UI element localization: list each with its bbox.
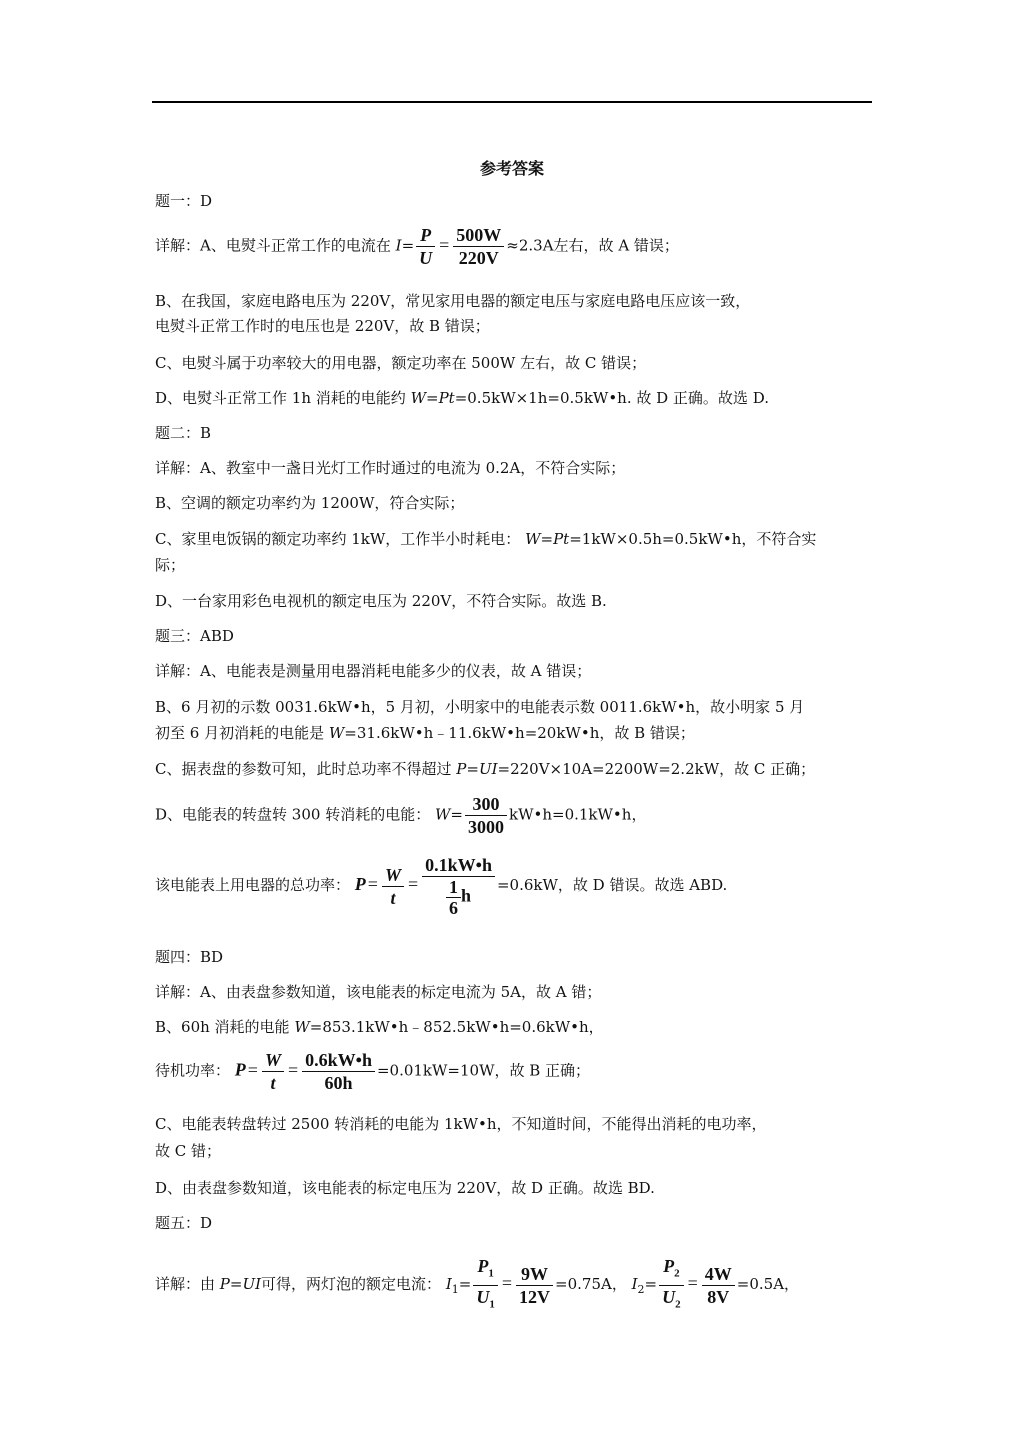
- header-rule: [152, 101, 872, 103]
- q2-line-1: 详解：A、教室中一盏日光灯工作时通过的电流为 0.2A，不符合实际；: [155, 459, 626, 477]
- q4-line-5: 故 C 错；: [155, 1142, 222, 1160]
- q3-line-1: 详解：A、电能表是测量用电器消耗电能多少的仪表，故 A 错误；: [155, 662, 592, 680]
- q4-label: 题四：BD: [155, 948, 224, 966]
- q3-line-2: B、6 月初的示数 0031.6kW•h，5 月初，小明家中的电能表示数 0011.6kW•h，故小明家 5 月: [155, 698, 805, 716]
- q1-line-5: D、电熨斗正常工作 1h 消耗的电能约 W=Pt=0.5kW×1h=0.5kW•h. 故 D 正确。故选 D.: [155, 389, 769, 407]
- q2-line-5: D、一台家用彩色电视机的额定电压为 220V，不符合实际。故选 B.: [155, 592, 607, 610]
- q5-line-1: 详解：由 P=UI可得，两灯泡的额定电流： $I_1=$ $\frac{P_1}{U_1}$ = $\frac{9W}{12V}$ =0.75A， $I_2=$ $\frac{P_2}{U_2}$ = $\frac{4W}{8V}$ =0.5A，: [155, 1256, 799, 1314]
- q3-line-4: C、据表盘的参数可知，此时总功率不得超过 P=UI=220V×10A=2200W=2.2kW，故 C 正确；: [155, 760, 816, 778]
- fraction-p-over-u: $\frac{P}{U}$: [416, 225, 435, 268]
- q4-line-2: B、60h 消耗的电能 W=853.1kW•h﹣852.5kW•h=0.6kW•h，: [155, 1018, 604, 1036]
- q1-line-3: 电熨斗正常工作时的电压也是 220V，故 B 错误；: [155, 317, 490, 335]
- fraction-0.6kwh-60h: $\frac{0.6kW•h}{60h}$: [302, 1050, 375, 1093]
- q1-line-2: B、在我国，家庭电路电压为 220V，常见家用电器的额定电压与家庭电路电压应该一致，: [155, 292, 751, 310]
- fraction-w-over-t-2: $\frac{W}{t}$: [262, 1050, 284, 1093]
- fraction-300-3000: $\frac{300}{3000}$: [465, 794, 507, 837]
- q4-line-3: 待机功率： P = $\frac{W}{t}$ = $\frac{0.6kW•h}{60h}$ =0.01kW=10W，故 B 正确；: [155, 1050, 591, 1093]
- q2-label: 题二：B: [155, 424, 212, 442]
- q3-line-5: D、电能表的转盘转 300 转消耗的电能： W= $\frac{300}{3000}$ kW•h=0.1kW•h，: [155, 794, 647, 837]
- fraction-p2-over-u2: $\frac{P_2}{U_2}$: [659, 1256, 684, 1314]
- q3-line-3: 初至 6 月初消耗的电能是 W=31.6kW•h﹣11.6kW•h=20kW•h，故 B 错误；: [155, 724, 695, 742]
- q5-label: 题五：D: [155, 1214, 213, 1232]
- q2-line-4: 际；: [155, 556, 186, 574]
- q4-line-4: C、电能表转盘转过 2500 转消耗的电能为 1kW•h，不知道时间，不能得出消耗的电功率，: [155, 1115, 767, 1133]
- fraction-4w-8v: $\frac{4W}{8V}$: [702, 1264, 735, 1307]
- q1-line-4: C、电熨斗属于功率较大的用电器，额定功率在 500W 左右，故 C 错误；: [155, 354, 647, 372]
- q3-line-6: 该电能表上用电器的总功率： P = $\frac{W}{t}$ = 0.1kW•h $\frac{1}{6}$ h =0.6kW，故 D 错误。故选 ABD.: [155, 855, 728, 918]
- q4-line-1: 详解：A、由表盘参数知道，该电能表的标定电流为 5A，故 A 错；: [155, 983, 602, 1001]
- fraction-energy-over-time: 0.1kW•h $\frac{1}{6}$ h: [422, 855, 495, 917]
- q1-line-1: 详解：A、电熨斗正常工作的电流在 I= $\frac{P}{U}$ = $\frac{500W}{220V}$ ≈2.3A左右，故 A 错误；: [155, 225, 679, 268]
- fraction-w-over-t: $\frac{W}{t}$: [382, 865, 404, 908]
- q3-label: 题三：ABD: [155, 627, 234, 645]
- fraction-p1-over-u1: $\frac{P_1}{U_1}$: [473, 1256, 498, 1314]
- q2-line-3: C、家里电饭锅的额定功率约 1kW，工作半小时耗电： W=Pt=1kW×0.5h=0.5kW•h，不符合实: [155, 530, 817, 548]
- q4-line-6: D、由表盘参数知道，该电能表的标定电压为 220V，故 D 正确。故选 BD.: [155, 1179, 655, 1197]
- q2-line-2: B、空调的额定功率约为 1200W，符合实际；: [155, 494, 465, 512]
- fraction-500w-220v: $\frac{500W}{220V}$: [453, 225, 504, 268]
- fraction-9w-12v: $\frac{9W}{12V}$: [516, 1264, 553, 1307]
- q1-label: 题一：D: [155, 192, 213, 210]
- page-title: 参考答案: [479, 159, 544, 178]
